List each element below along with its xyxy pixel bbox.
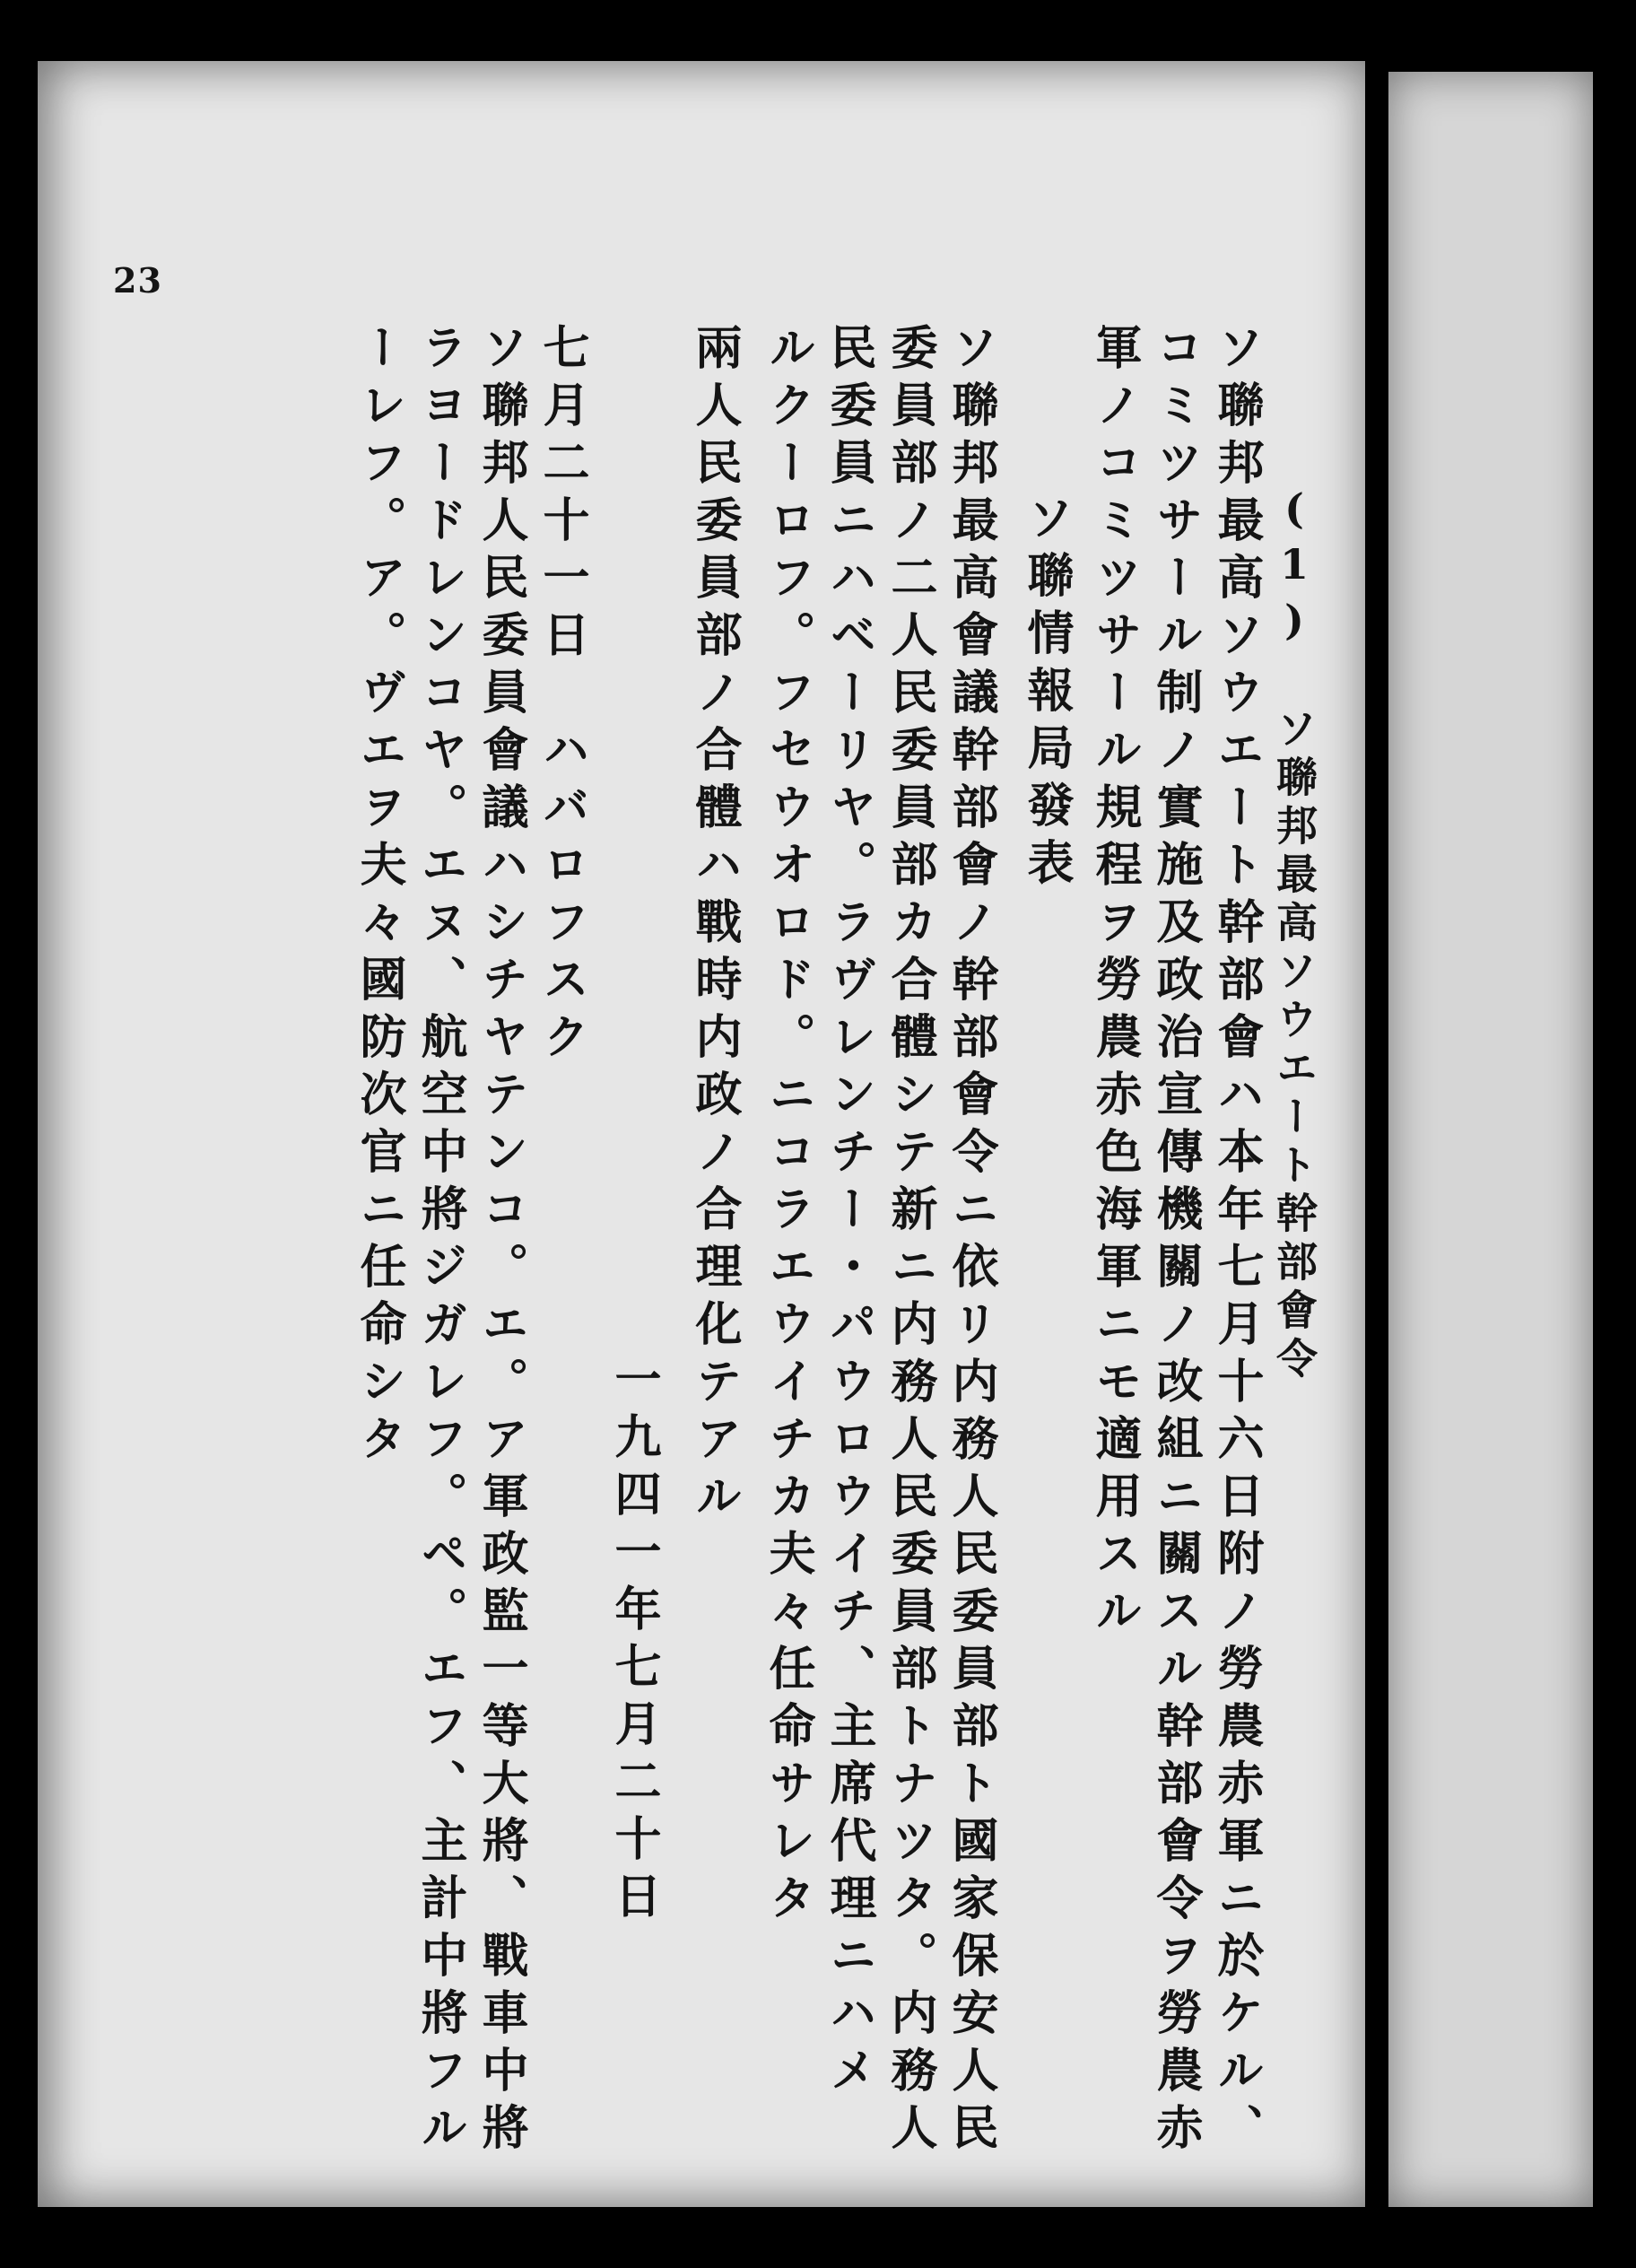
text-column: ラヨードレンコヤ。エヌ、航空中將ジガレフ。ペ。エフ、主計中將フル xyxy=(413,323,467,2160)
text-column: ソ聯邦最高ソウエート幹部會ハ本年七月十六日附ノ勞農赤軍ニ於ケル、 xyxy=(1209,323,1264,2160)
text-column: 軍ノコミツサール規程ヲ勞農赤色海軍ニモ適用スル xyxy=(1087,323,1142,1644)
text-column: 委員部ノ二人民委員部カ合體シテ新ニ内務人民委員部トナツタ。内務人 xyxy=(883,323,937,2160)
text-column: ソ聯邦最高會議幹部會ノ幹部會令ニ依リ内務人民委員部ト國家保安人民 xyxy=(944,323,998,2160)
adjacent-page-edge xyxy=(1388,72,1593,2207)
text-column: 兩人民委員部ノ合體ハ戰時内政ノ合理化テアル xyxy=(687,323,742,1529)
source-label: ソ聯情報局發表 xyxy=(1019,493,1074,895)
text-column: 民委員ニハベーリヤ。ラヴレンチー・パウロウイチ、主席代理ニハメ xyxy=(822,323,876,2103)
date-line: 一九四一年七月二十日 xyxy=(606,1355,661,1929)
page-number: 23 xyxy=(113,260,162,301)
text-column: ーレフ。ア。ヴエヲ夫々國防次官ニ任命シタ xyxy=(352,323,406,1471)
section-heading: (1) ソ聯邦最高ソウエート幹部會令 xyxy=(1270,484,1318,1385)
dateline-header: 七月二十一日 ハバロフスク xyxy=(535,323,589,1069)
text-column: ソ聯邦人民委員會議ハシチヤテンコ。エ。ア軍政監一等大將、戰車中將 xyxy=(474,323,528,2160)
text-column: ルクーロフ。フセウオロド。ニコラエウイチカ夫々任命サレタ xyxy=(761,323,815,1931)
text-column: コミツサール制ノ實施及政治宣傳機關ノ改組ニ關スル幹部會令ヲ勞農赤 xyxy=(1148,323,1203,2160)
